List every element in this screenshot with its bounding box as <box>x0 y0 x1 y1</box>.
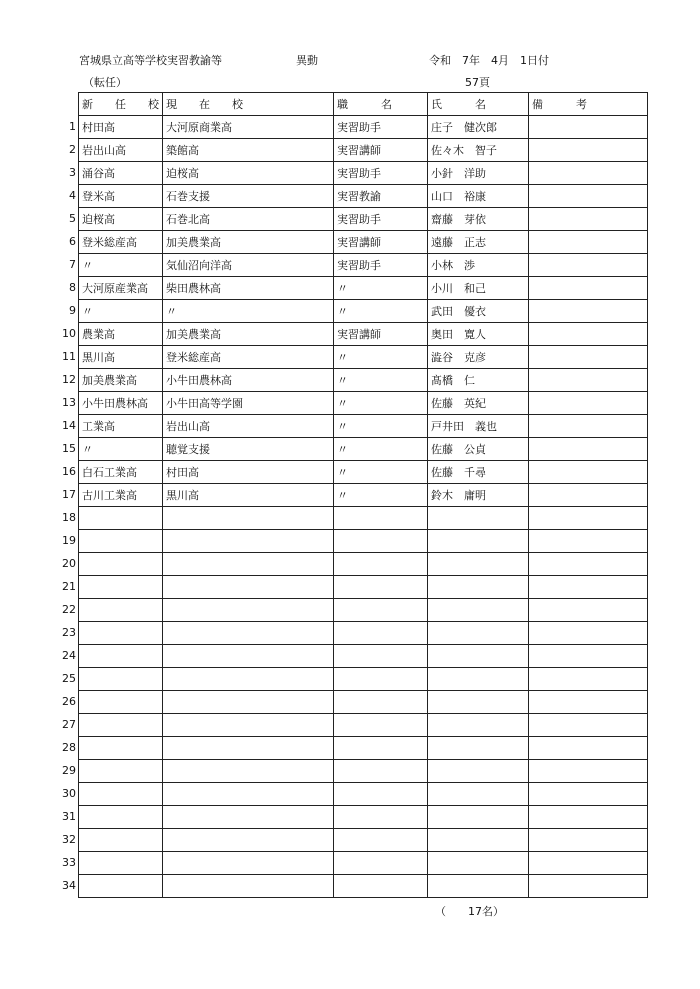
staff-transfer-table <box>78 92 648 898</box>
cell-position <box>334 806 428 829</box>
cell-new-school: 白石工業高 <box>79 461 163 484</box>
cell-remarks <box>529 277 648 300</box>
cell-name: 澁谷 克彦 <box>428 346 529 369</box>
cell-current-school: 岩出山高 <box>163 415 334 438</box>
table-row <box>79 438 648 461</box>
cell-new-school: 小牛田農林高 <box>79 392 163 415</box>
cell-position <box>334 507 428 530</box>
cell-new-school <box>79 691 163 714</box>
table-row <box>79 277 648 300</box>
cell-position <box>334 645 428 668</box>
cell-position <box>334 714 428 737</box>
row-number: 18 <box>62 511 76 524</box>
cell-position: 実習助手 <box>334 162 428 185</box>
table-row <box>79 553 648 576</box>
cell-position <box>334 622 428 645</box>
table-row <box>79 392 648 415</box>
cell-current-school: 黒川高 <box>163 484 334 507</box>
cell-current-school <box>163 668 334 691</box>
cell-position: 〃 <box>334 461 428 484</box>
cell-current-school <box>163 691 334 714</box>
cell-position <box>334 760 428 783</box>
cell-new-school <box>79 553 163 576</box>
cell-current-school: 登米総産高 <box>163 346 334 369</box>
document-type: 異動 <box>296 54 318 67</box>
row-number: 14 <box>62 419 76 432</box>
table-row <box>79 622 648 645</box>
cell-remarks <box>529 553 648 576</box>
cell-name <box>428 576 529 599</box>
cell-new-school: 古川工業高 <box>79 484 163 507</box>
cell-name <box>428 852 529 875</box>
row-number: 11 <box>62 350 76 363</box>
cell-current-school <box>163 622 334 645</box>
cell-remarks <box>529 622 648 645</box>
cell-name: 奥田 寛人 <box>428 323 529 346</box>
cell-position: 実習講師 <box>334 231 428 254</box>
row-number: 34 <box>62 879 76 892</box>
cell-name <box>428 875 529 898</box>
cell-position <box>334 852 428 875</box>
cell-position: 〃 <box>334 438 428 461</box>
table-row <box>79 806 648 829</box>
cell-name <box>428 622 529 645</box>
row-number: 29 <box>62 764 76 777</box>
cell-name: 髙橋 仁 <box>428 369 529 392</box>
cell-name: 佐藤 英紀 <box>428 392 529 415</box>
cell-name: 鈴木 庸明 <box>428 484 529 507</box>
cell-current-school <box>163 852 334 875</box>
cell-current-school: 築館高 <box>163 139 334 162</box>
row-number: 26 <box>62 695 76 708</box>
cell-position: 〃 <box>334 346 428 369</box>
cell-new-school: 〃 <box>79 254 163 277</box>
row-number: 22 <box>62 603 76 616</box>
cell-remarks <box>529 875 648 898</box>
table-row <box>79 254 648 277</box>
total-count: （ 17名） <box>435 905 504 918</box>
cell-current-school <box>163 829 334 852</box>
cell-name <box>428 507 529 530</box>
cell-remarks <box>529 438 648 461</box>
table-row <box>79 346 648 369</box>
row-number: 17 <box>62 488 76 501</box>
cell-current-school <box>163 507 334 530</box>
cell-new-school: 〃 <box>79 438 163 461</box>
cell-remarks <box>529 369 648 392</box>
cell-new-school <box>79 599 163 622</box>
cell-name: 戸井田 義也 <box>428 415 529 438</box>
table-row <box>79 852 648 875</box>
table-row <box>79 829 648 852</box>
cell-position: 実習助手 <box>334 254 428 277</box>
table-row <box>79 415 648 438</box>
cell-new-school: 黒川高 <box>79 346 163 369</box>
cell-current-school: 村田高 <box>163 461 334 484</box>
cell-remarks <box>529 231 648 254</box>
row-number: 20 <box>62 557 76 570</box>
page-number: 57頁 <box>465 76 490 89</box>
table-row <box>79 760 648 783</box>
cell-position: 実習講師 <box>334 323 428 346</box>
cell-position <box>334 553 428 576</box>
table-row <box>79 783 648 806</box>
cell-new-school: 農業高 <box>79 323 163 346</box>
cell-remarks <box>529 714 648 737</box>
cell-remarks <box>529 162 648 185</box>
cell-remarks <box>529 507 648 530</box>
cell-remarks <box>529 760 648 783</box>
cell-position: 〃 <box>334 369 428 392</box>
cell-name: 山口 裕康 <box>428 185 529 208</box>
cell-remarks <box>529 576 648 599</box>
table-row <box>79 875 648 898</box>
cell-current-school: 加美農業高 <box>163 231 334 254</box>
cell-current-school <box>163 714 334 737</box>
cell-remarks <box>529 691 648 714</box>
cell-position: 〃 <box>334 300 428 323</box>
cell-position: 〃 <box>334 277 428 300</box>
cell-remarks <box>529 254 648 277</box>
cell-remarks <box>529 392 648 415</box>
table-row <box>79 231 648 254</box>
cell-name <box>428 806 529 829</box>
table-row <box>79 162 648 185</box>
cell-new-school <box>79 714 163 737</box>
table-row <box>79 116 648 139</box>
cell-name: 佐藤 千尋 <box>428 461 529 484</box>
cell-remarks <box>529 530 648 553</box>
table-row <box>79 507 648 530</box>
header-name: 氏 名 <box>428 93 529 116</box>
row-number: 8 <box>69 281 76 294</box>
cell-remarks <box>529 461 648 484</box>
cell-position: 実習助手 <box>334 116 428 139</box>
row-number: 33 <box>62 856 76 869</box>
row-number: 12 <box>62 373 76 386</box>
cell-new-school <box>79 622 163 645</box>
row-number: 13 <box>62 396 76 409</box>
cell-name <box>428 553 529 576</box>
cell-remarks <box>529 599 648 622</box>
cell-position <box>334 829 428 852</box>
cell-remarks <box>529 300 648 323</box>
cell-name <box>428 783 529 806</box>
row-number: 30 <box>62 787 76 800</box>
table-row <box>79 139 648 162</box>
cell-new-school <box>79 783 163 806</box>
cell-new-school: 登米総産高 <box>79 231 163 254</box>
table-row <box>79 737 648 760</box>
cell-new-school <box>79 852 163 875</box>
table-row <box>79 576 648 599</box>
cell-remarks <box>529 415 648 438</box>
cell-new-school <box>79 645 163 668</box>
cell-current-school: 小牛田農林高 <box>163 369 334 392</box>
cell-current-school: 加美農業高 <box>163 323 334 346</box>
effective-date: 令和 7年 4月 1日付 <box>429 54 549 67</box>
cell-new-school <box>79 737 163 760</box>
cell-remarks <box>529 829 648 852</box>
cell-name: 佐々木 智子 <box>428 139 529 162</box>
table-row <box>79 185 648 208</box>
cell-remarks <box>529 346 648 369</box>
cell-current-school: 大河原商業高 <box>163 116 334 139</box>
row-number: 32 <box>62 833 76 846</box>
cell-new-school <box>79 530 163 553</box>
row-number: 10 <box>62 327 76 340</box>
cell-position <box>334 875 428 898</box>
cell-name <box>428 760 529 783</box>
cell-remarks <box>529 139 648 162</box>
row-number: 24 <box>62 649 76 662</box>
cell-current-school <box>163 599 334 622</box>
cell-current-school <box>163 875 334 898</box>
transfer-category: （転任） <box>83 76 127 89</box>
table-row <box>79 369 648 392</box>
cell-current-school <box>163 737 334 760</box>
table-row <box>79 691 648 714</box>
cell-position: 実習講師 <box>334 139 428 162</box>
cell-position <box>334 783 428 806</box>
row-number: 28 <box>62 741 76 754</box>
cell-name <box>428 599 529 622</box>
cell-current-school: 石巻北高 <box>163 208 334 231</box>
cell-remarks <box>529 668 648 691</box>
cell-name <box>428 668 529 691</box>
cell-new-school: 迫桜高 <box>79 208 163 231</box>
header-new-school: 新 任 校 <box>79 93 163 116</box>
table-header-row <box>79 93 648 116</box>
row-number: 15 <box>62 442 76 455</box>
cell-current-school: 気仙沼向洋高 <box>163 254 334 277</box>
cell-new-school: 加美農業高 <box>79 369 163 392</box>
cell-current-school <box>163 530 334 553</box>
cell-new-school <box>79 829 163 852</box>
cell-position <box>334 599 428 622</box>
cell-name <box>428 530 529 553</box>
row-number: 25 <box>62 672 76 685</box>
row-number-column <box>58 115 76 897</box>
cell-name: 武田 優衣 <box>428 300 529 323</box>
cell-current-school <box>163 576 334 599</box>
cell-current-school: 迫桜高 <box>163 162 334 185</box>
cell-current-school: 〃 <box>163 300 334 323</box>
cell-name: 庄子 健次郎 <box>428 116 529 139</box>
cell-position <box>334 691 428 714</box>
cell-position <box>334 530 428 553</box>
cell-name <box>428 737 529 760</box>
table-row <box>79 668 648 691</box>
cell-name <box>428 691 529 714</box>
cell-new-school: 涌谷高 <box>79 162 163 185</box>
row-number: 5 <box>69 212 76 225</box>
cell-new-school <box>79 806 163 829</box>
cell-new-school: 登米高 <box>79 185 163 208</box>
row-number: 16 <box>62 465 76 478</box>
cell-position <box>334 576 428 599</box>
cell-remarks <box>529 116 648 139</box>
row-number: 3 <box>69 166 76 179</box>
cell-new-school <box>79 576 163 599</box>
cell-new-school: 村田高 <box>79 116 163 139</box>
cell-remarks <box>529 852 648 875</box>
row-number: 23 <box>62 626 76 639</box>
cell-current-school: 聴覚支援 <box>163 438 334 461</box>
cell-current-school: 柴田農林高 <box>163 277 334 300</box>
header-current-school: 現 在 校 <box>163 93 334 116</box>
cell-current-school <box>163 645 334 668</box>
cell-remarks <box>529 484 648 507</box>
cell-new-school: 工業高 <box>79 415 163 438</box>
cell-position: 〃 <box>334 415 428 438</box>
cell-new-school: 大河原産業高 <box>79 277 163 300</box>
table-row <box>79 461 648 484</box>
row-number: 1 <box>69 120 76 133</box>
cell-current-school <box>163 760 334 783</box>
table-row <box>79 323 648 346</box>
cell-remarks <box>529 783 648 806</box>
cell-remarks <box>529 323 648 346</box>
cell-position <box>334 737 428 760</box>
cell-name <box>428 714 529 737</box>
cell-new-school <box>79 760 163 783</box>
cell-new-school <box>79 668 163 691</box>
row-number: 27 <box>62 718 76 731</box>
table-row <box>79 300 648 323</box>
cell-current-school <box>163 783 334 806</box>
cell-remarks <box>529 208 648 231</box>
row-number: 19 <box>62 534 76 547</box>
cell-new-school <box>79 507 163 530</box>
cell-current-school <box>163 806 334 829</box>
cell-name <box>428 645 529 668</box>
table-row <box>79 484 648 507</box>
table-row <box>79 208 648 231</box>
cell-position: 〃 <box>334 392 428 415</box>
header-position: 職 名 <box>334 93 428 116</box>
cell-current-school: 石巻支援 <box>163 185 334 208</box>
cell-position: 実習教諭 <box>334 185 428 208</box>
cell-position: 実習助手 <box>334 208 428 231</box>
table-row <box>79 714 648 737</box>
cell-name: 小林 渉 <box>428 254 529 277</box>
row-number: 6 <box>69 235 76 248</box>
row-number: 4 <box>69 189 76 202</box>
row-number: 21 <box>62 580 76 593</box>
cell-position: 〃 <box>334 484 428 507</box>
row-number: 7 <box>69 258 76 271</box>
cell-current-school: 小牛田高等学園 <box>163 392 334 415</box>
cell-remarks <box>529 806 648 829</box>
cell-name: 小川 和己 <box>428 277 529 300</box>
cell-name <box>428 829 529 852</box>
document-title: 宮城県立高等学校実習教諭等 <box>79 54 222 67</box>
table-row <box>79 645 648 668</box>
cell-name: 齋藤 芽依 <box>428 208 529 231</box>
row-number: 9 <box>69 304 76 317</box>
cell-current-school <box>163 553 334 576</box>
cell-remarks <box>529 645 648 668</box>
row-number: 2 <box>69 143 76 156</box>
cell-new-school: 岩出山高 <box>79 139 163 162</box>
header-remarks: 備 考 <box>529 93 648 116</box>
table-row <box>79 530 648 553</box>
row-number: 31 <box>62 810 76 823</box>
cell-new-school <box>79 875 163 898</box>
cell-remarks <box>529 737 648 760</box>
cell-name: 佐藤 公貞 <box>428 438 529 461</box>
cell-name: 小針 洋助 <box>428 162 529 185</box>
cell-position <box>334 668 428 691</box>
cell-name: 遠藤 正志 <box>428 231 529 254</box>
table-row <box>79 599 648 622</box>
cell-new-school: 〃 <box>79 300 163 323</box>
cell-remarks <box>529 185 648 208</box>
table-body <box>79 116 648 898</box>
